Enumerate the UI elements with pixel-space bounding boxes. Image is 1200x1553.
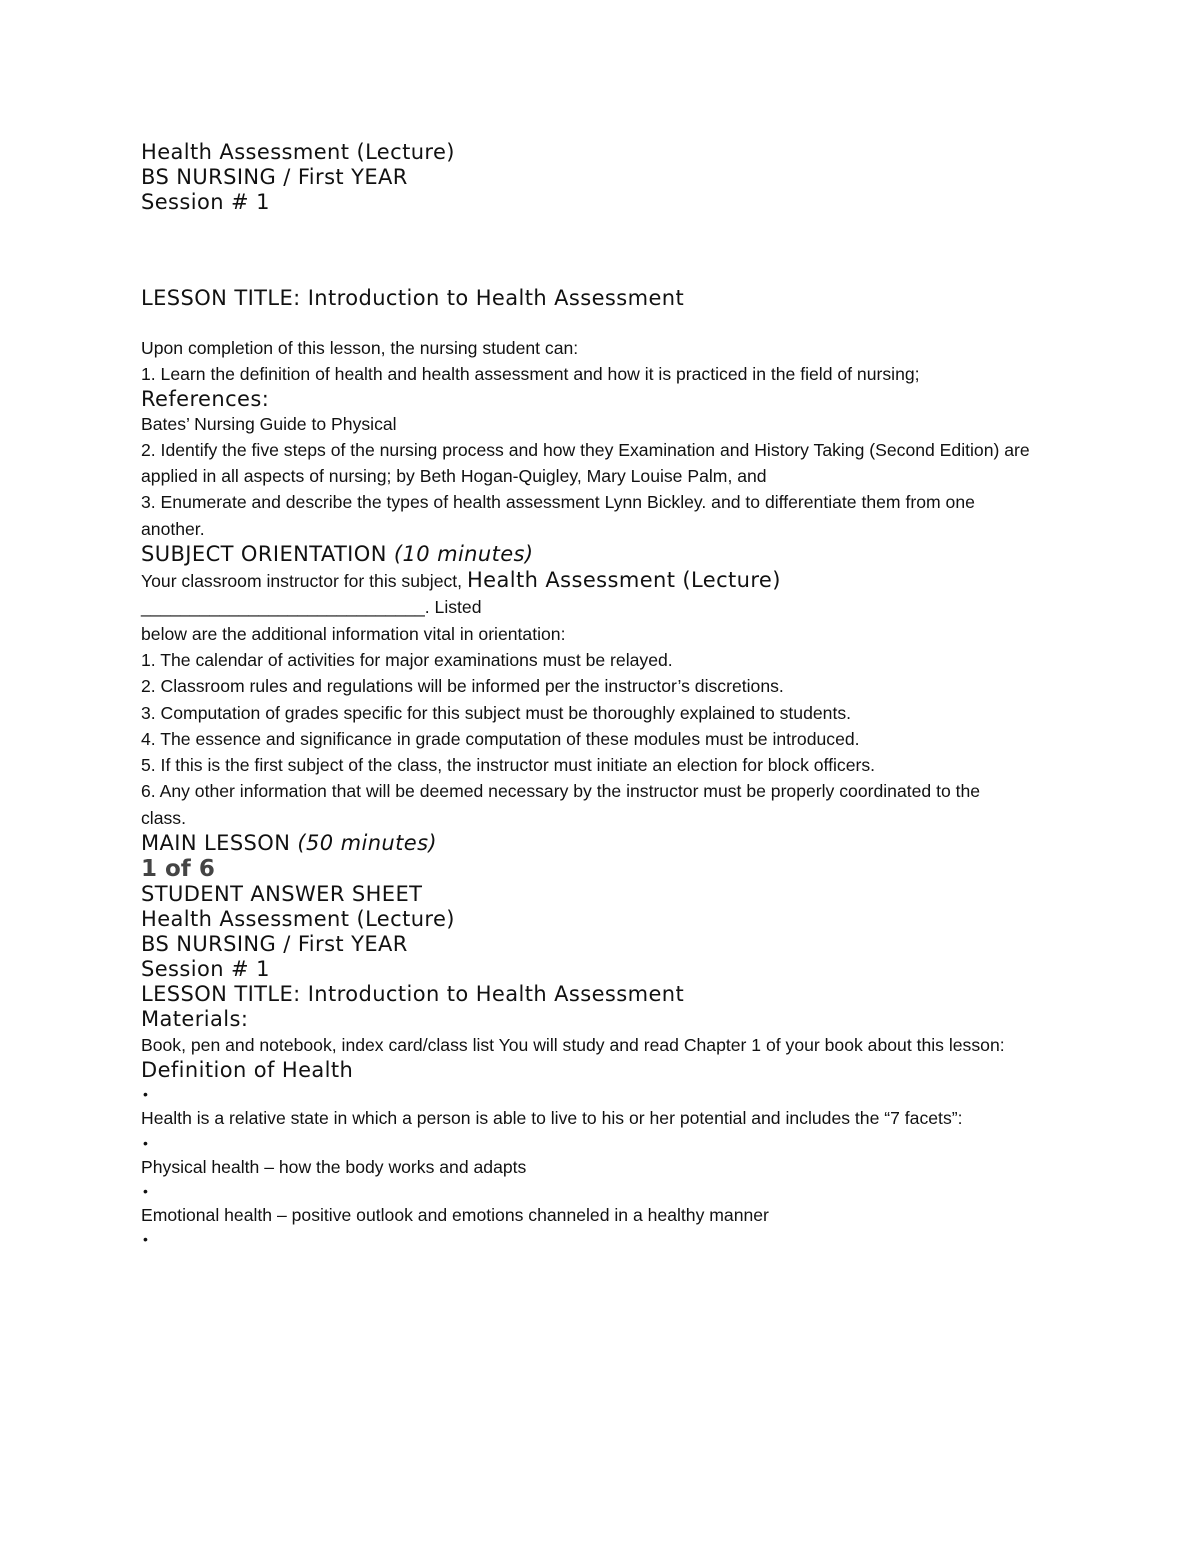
objective-3-line-1: 3. Enumerate and describe the types of health assessment Lynn Bickley. and to differentiate them from one bbox=[141, 492, 975, 513]
orientation-item-1: 1. The calendar of activities for major examinations must be relayed. bbox=[141, 649, 673, 670]
document-page bbox=[141, 140, 1061, 1250]
orientation-item-2: 2. Classroom rules and regulations will be informed per the instructor’s discretions. bbox=[141, 676, 784, 697]
answer-sheet-course-title: Health Assessment (Lecture) bbox=[141, 907, 455, 932]
orientation-item-4: 4. The essence and significance in grade computation of these modules must be introduced. bbox=[141, 728, 860, 749]
materials-heading: Materials: bbox=[141, 1007, 249, 1032]
instructor-line bbox=[141, 567, 1061, 594]
orientation-item-6-end: class. bbox=[141, 807, 186, 828]
bullet-icon: • bbox=[143, 1134, 148, 1151]
subject-orientation-heading bbox=[141, 542, 1061, 567]
program-year: BS NURSING / First YEAR bbox=[141, 165, 408, 189]
objectives-intro: Upon completion of this lesson, the nursing student can: bbox=[141, 338, 579, 358]
objective-2-line-1: 2. Identify the five steps of the nursing process and how they Examination and History Taking (Second Edition) are bbox=[141, 439, 1030, 460]
instructor-subject: Health Assessment (Lecture) bbox=[466, 568, 781, 593]
answer-sheet-lesson-title: LESSON TITLE: Introduction to Health Assessment bbox=[141, 982, 685, 1007]
lesson-title: LESSON TITLE: Introduction to Health Assessment bbox=[141, 286, 685, 310]
instructor-blank-line: _____________________________. Listed bbox=[141, 597, 482, 618]
answer-sheet-session-number: Session # 1 bbox=[141, 957, 270, 982]
definition-item-2: Physical health – how the body works and adapts bbox=[141, 1156, 527, 1177]
answer-sheet-program-year: BS NURSING / First YEAR bbox=[141, 932, 408, 957]
objective-3-line-2: another. bbox=[141, 518, 205, 539]
session-number: Session # 1 bbox=[141, 190, 270, 214]
bullet-icon: • bbox=[143, 1182, 148, 1199]
objective-2-line-2: applied in all aspects of nursing; by Beth Hogan-Quigley, Mary Louise Palm, and bbox=[141, 466, 767, 487]
orientation-item-5: 5. If this is the first subject of the class, the instructor must initiate an election for block officers. bbox=[141, 755, 876, 776]
main-lesson-heading-text: MAIN LESSON bbox=[141, 831, 291, 856]
references-heading: References: bbox=[141, 386, 270, 411]
definition-of-health-heading: Definition of Health bbox=[141, 1058, 354, 1083]
orientation-duration: (10 minutes) bbox=[393, 542, 534, 567]
orientation-item-3: 3. Computation of grades specific for this subject must be thoroughly explained to students. bbox=[141, 702, 852, 723]
orientation-below-line: below are the additional information vital in orientation: bbox=[141, 623, 566, 644]
instructor-prefix: Your classroom instructor for this subject, bbox=[141, 571, 463, 592]
main-lesson-duration: (50 minutes) bbox=[297, 831, 438, 856]
objective-1: 1. Learn the definition of health and health assessment and how it is practiced in the field of nursing; bbox=[141, 364, 920, 385]
orientation-item-6: 6. Any other information that will be deemed necessary by the instructor must be properly coordinated to the bbox=[141, 781, 981, 802]
definition-item-3: Emotional health – positive outlook and emotions channeled in a healthy manner bbox=[141, 1204, 769, 1225]
page-indicator: 1 of 6 bbox=[141, 856, 215, 883]
bullet-icon: • bbox=[143, 1231, 148, 1248]
course-title: Health Assessment (Lecture) bbox=[141, 140, 455, 164]
student-answer-sheet-title: STUDENT ANSWER SHEET bbox=[141, 882, 423, 907]
reference-line: Bates’ Nursing Guide to Physical bbox=[141, 413, 397, 434]
materials-text: Book, pen and notebook, index card/class list You will study and read Chapter 1 of your book about this lesson: bbox=[141, 1035, 1005, 1056]
definition-item-1: Health is a relative state in which a person is able to live to his or her potential and includes the “7 facets”: bbox=[141, 1108, 963, 1129]
orientation-heading-text: SUBJECT ORIENTATION bbox=[141, 542, 387, 567]
main-lesson-heading bbox=[141, 831, 1061, 856]
bullet-icon: • bbox=[143, 1086, 148, 1103]
